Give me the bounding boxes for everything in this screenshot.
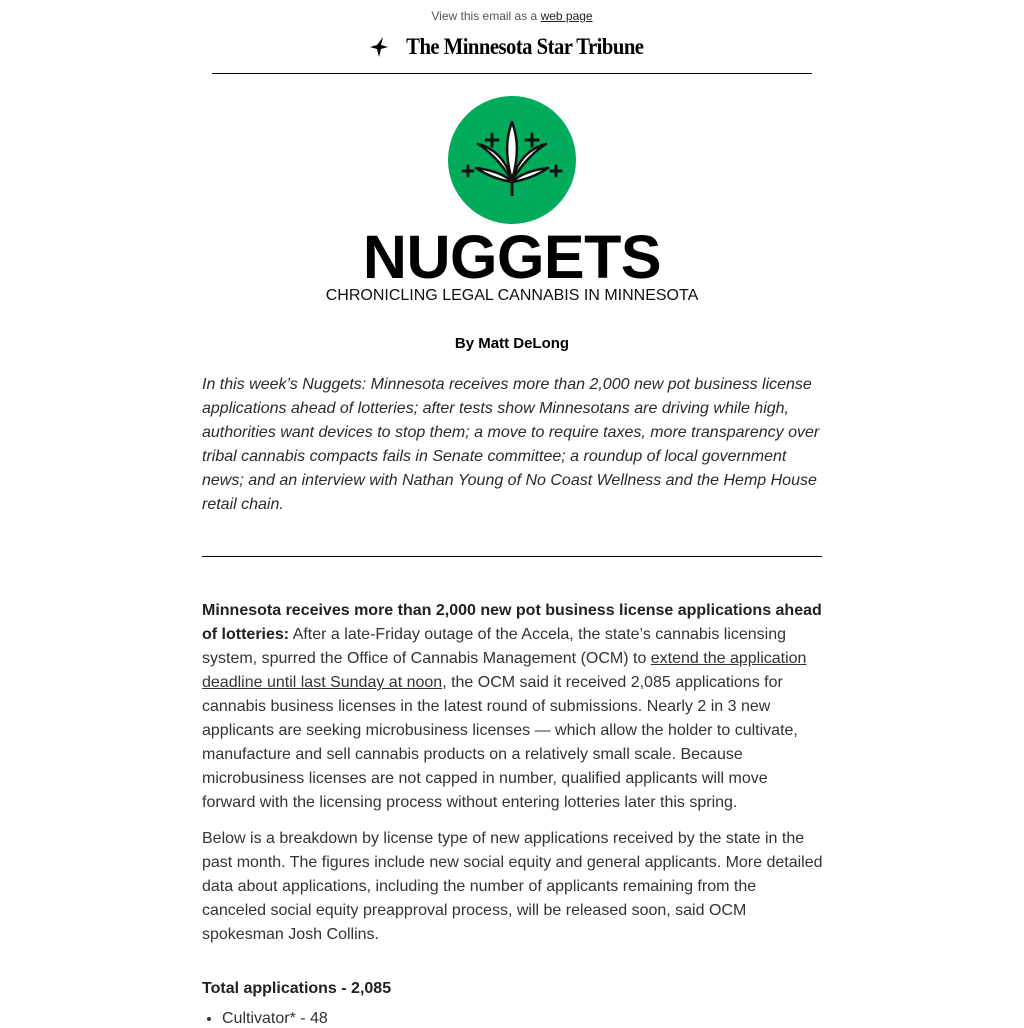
byline: By Matt DeLong [454, 335, 570, 352]
newsletter-tagline: CHRONICLING LEGAL CANNABIS IN MINNESOTA [325, 287, 699, 304]
newsletter-title: NUGGETS [362, 223, 662, 291]
cannabis-leaf-icon [448, 96, 576, 224]
total-applications-heading: Total applications - 2,085 [202, 980, 392, 997]
lead-heading: Minnesota receives more than 2,000 new pot business license applications ahead of lotteries: [202, 602, 822, 643]
p1-text-before-link: After a late-Friday outage of the Accela, the state’s cannabis licensing system, spurred the Office of Cannabis Management (OCM) to [202, 626, 787, 667]
section-divider [202, 556, 822, 557]
deadline-extension-link[interactable]: extend the application deadline until last Sunday at noon [202, 650, 807, 691]
p1-text-after-link: , the OCM said it received 2,085 applications for cannabis business licenses in the latest round of submissions. Nearly 2 in 3 new applicants are seeking microbusiness licenses — which allow the holder to cultivate, manufacture and sell cannabis products on a relatively small scale. Because microbusiness licenses are not capped in number, qualified applicants will move forward with the licensing process without entering lotteries later this spring. [202, 674, 798, 811]
license-type-list [202, 1010, 328, 1028]
masthead[interactable] [0, 34, 1024, 60]
preheader-text: View this email as a [431, 9, 541, 23]
article-paragraph-1 [202, 599, 824, 815]
article-body [202, 599, 824, 959]
preheader [0, 9, 1024, 23]
web-page-link[interactable]: web page [540, 9, 593, 23]
brand-name: The Minnesota Star Tribune [406, 34, 644, 59]
list-item: • Cultivator* - 48 [222, 1010, 328, 1028]
intro-summary: In this week’s Nuggets: Minnesota receives more than 2,000 new pot business license applications ahead of lotteries; after tests show Minnesotans are driving while high, authorities want devices to stop them; a move to require taxes, more transparency over tribal cannabis compacts fails in Senate committee; a roundup of local government news; and an interview with Nathan Young of No Coast Wellness and the Hemp House retail chain. [202, 376, 820, 513]
article-paragraph-2: Below is a breakdown by license type of new applications received by the state in the past month. The figures include new social equity and general applicants. More detailed data about applications, including the number of applicants remaining from the canceled social equity preapproval process, will be released soon, said OCM spokesman Josh Collins. [202, 830, 823, 943]
masthead-divider [212, 73, 812, 74]
north-star-icon [367, 35, 391, 59]
